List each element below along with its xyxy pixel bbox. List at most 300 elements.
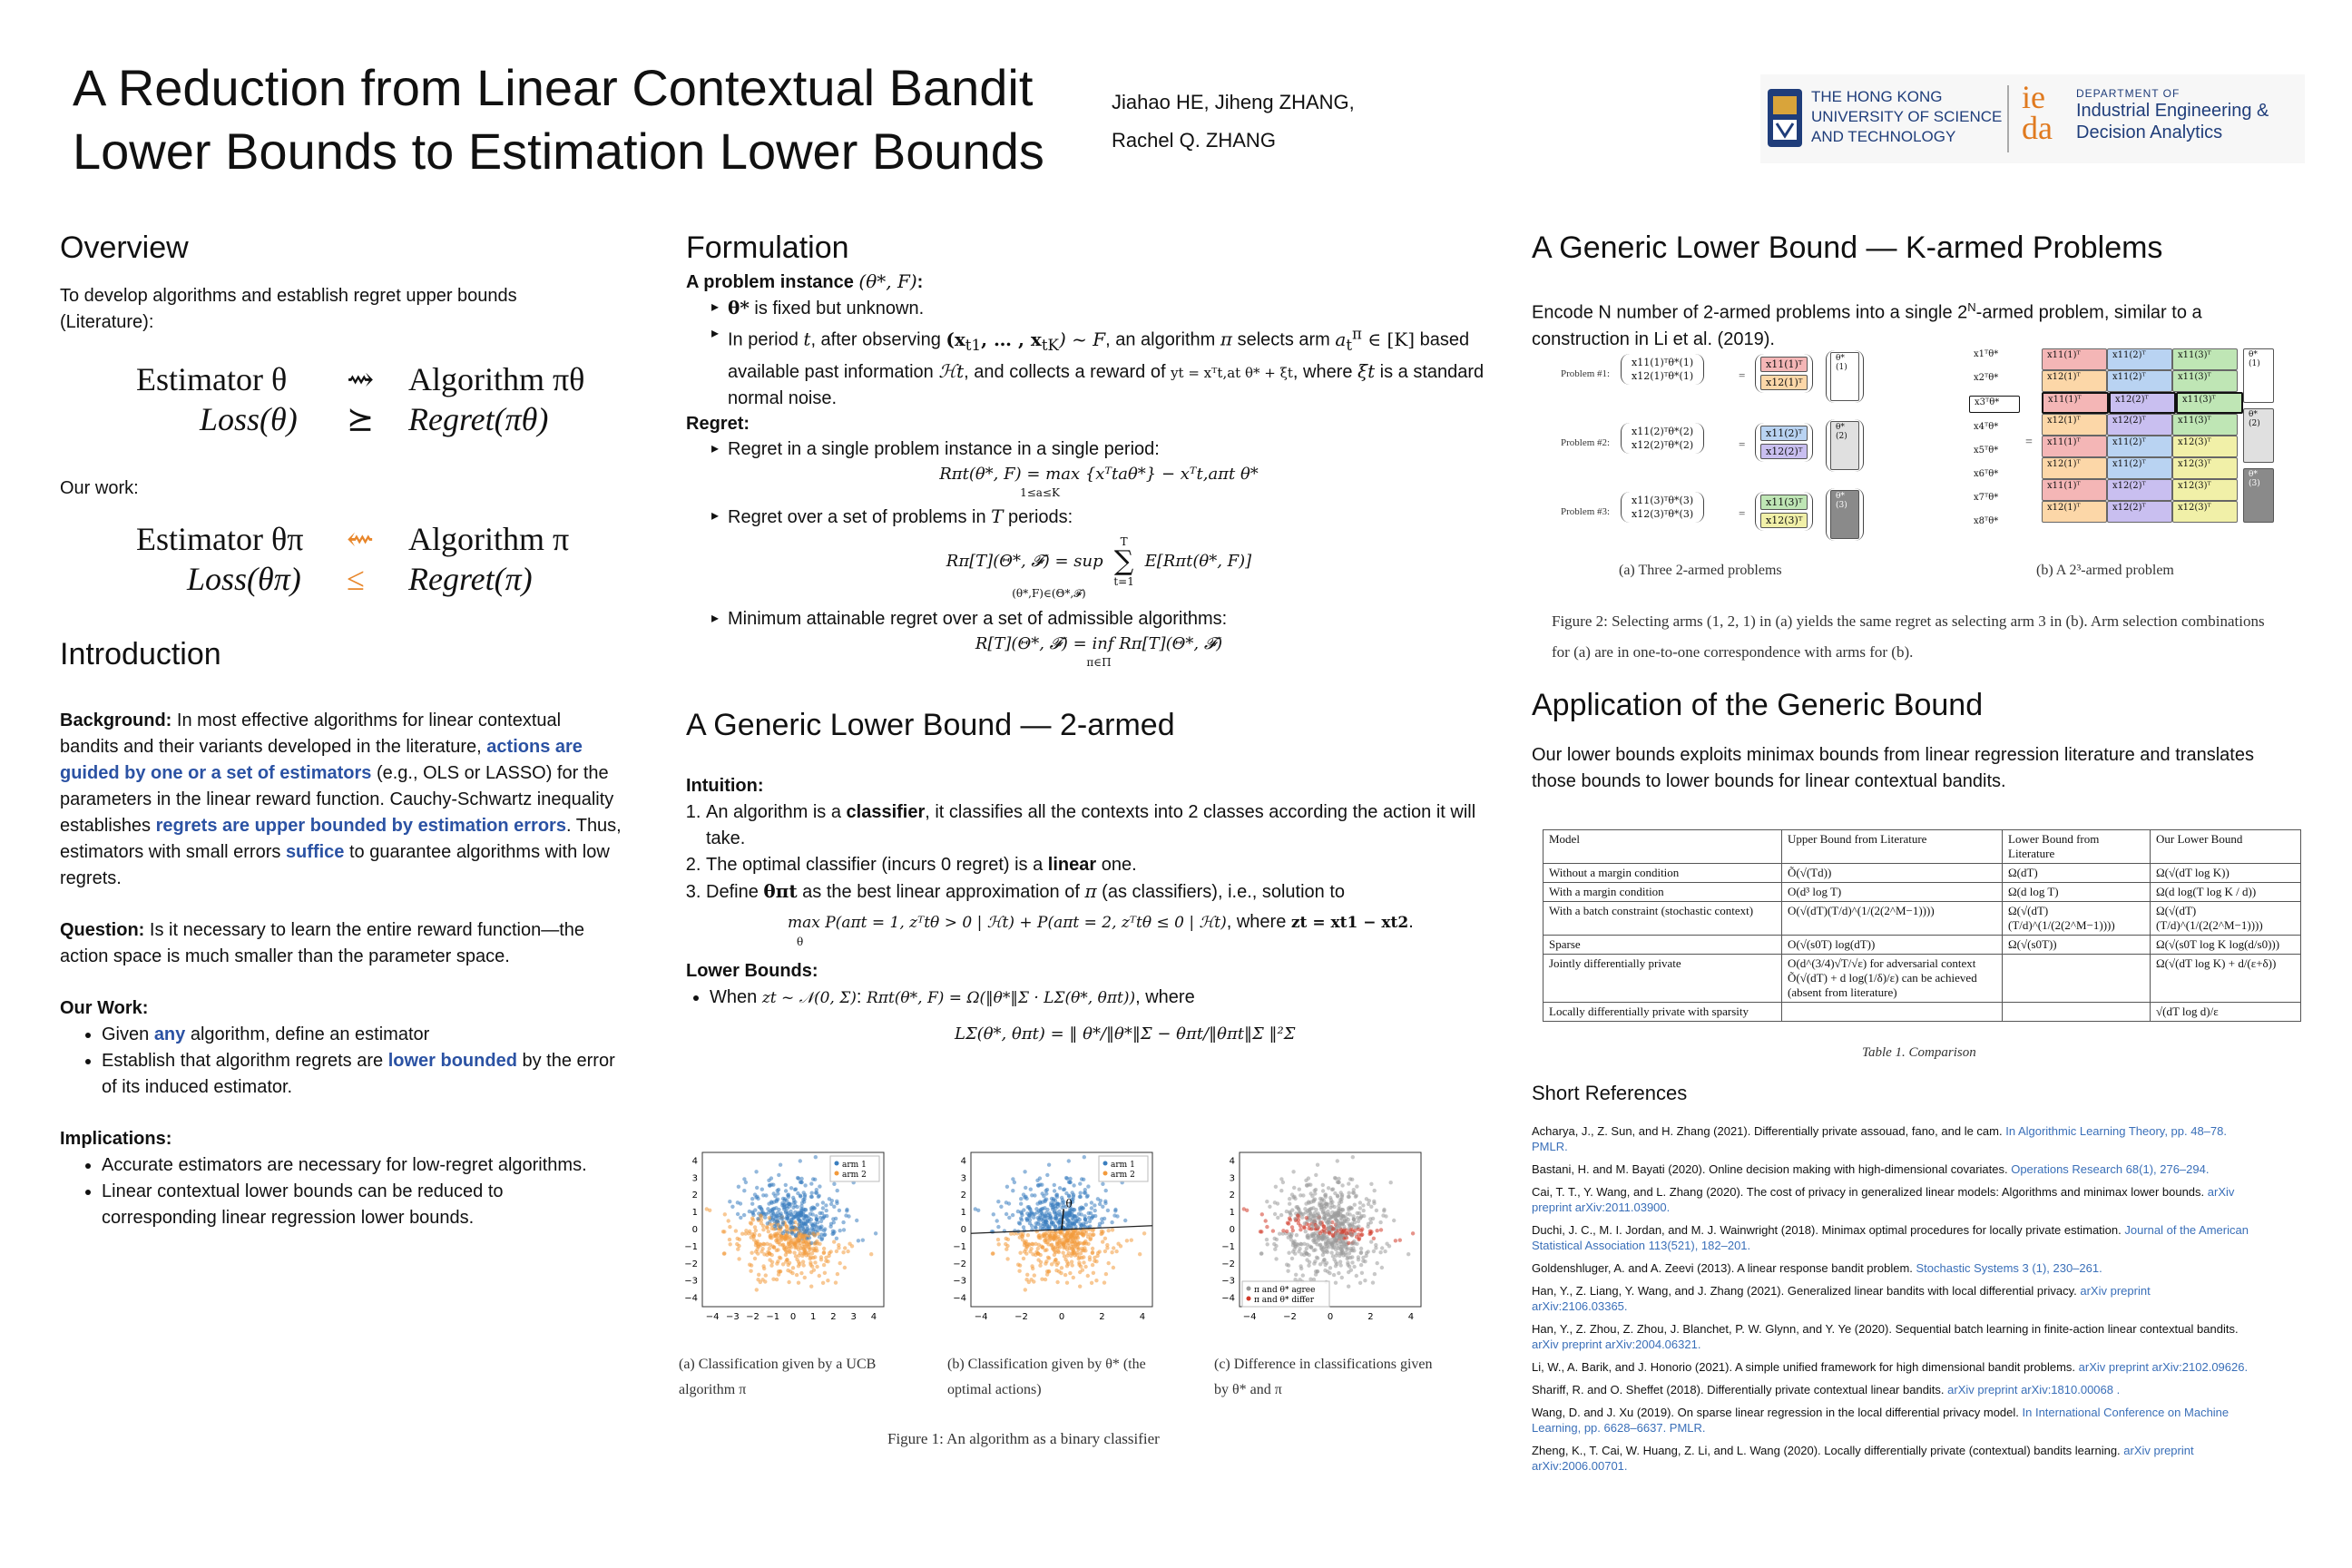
data-point (1305, 1216, 1308, 1220)
data-point (1296, 1213, 1299, 1217)
data-point (1348, 1226, 1351, 1230)
data-point (762, 1242, 766, 1246)
regret-min-equation: R[T](Θ*, 𝓕) = inf Rπ[T](Θ*, 𝓕) π∈Π (975, 633, 1223, 669)
data-point (813, 1260, 817, 1264)
data-point (1299, 1252, 1303, 1256)
data-point (841, 1220, 845, 1224)
data-point (775, 1198, 779, 1201)
data-point (1025, 1273, 1029, 1277)
title-line-2: Lower Bounds to Estimation Lower Bounds (73, 122, 1044, 180)
legend-marker (835, 1171, 839, 1176)
data-point (772, 1212, 776, 1216)
data-point (1316, 1163, 1319, 1167)
data-point (1093, 1209, 1097, 1212)
context-box: x11(3)ᵀ (2172, 348, 2238, 370)
data-point (1048, 1217, 1052, 1220)
data-point (775, 1278, 779, 1281)
data-point (1341, 1230, 1345, 1233)
y-tick-label: −4 (953, 1293, 966, 1304)
data-point (1308, 1244, 1311, 1248)
data-point (1053, 1189, 1056, 1192)
data-point (777, 1233, 780, 1237)
data-point (1298, 1228, 1302, 1231)
data-point (763, 1216, 767, 1220)
regret-set-equation: Rπ[T](Θ*, 𝓕) = sup T ∑ t=1 E[Rπt(θ*, F)] (θ*,F)∈(Θ*,𝓕) (946, 534, 1252, 600)
problem-instance-label: A problem instance (θ*, F): (686, 270, 924, 292)
data-point (778, 1256, 781, 1259)
lower-bounds-list (686, 985, 1512, 1047)
data-point (789, 1212, 793, 1216)
data-point (799, 1181, 802, 1184)
data-point (1279, 1177, 1283, 1181)
data-point (1314, 1188, 1318, 1191)
figure-1-caption: Figure 1: An algorithm as a binary classifier (887, 1430, 1160, 1447)
data-point (1078, 1181, 1082, 1185)
data-point (750, 1197, 754, 1200)
data-point (1038, 1264, 1042, 1268)
data-point (1367, 1250, 1370, 1253)
data-point (1075, 1245, 1079, 1249)
data-point (1322, 1224, 1326, 1228)
data-point (1011, 1213, 1014, 1217)
question-paragraph: Question: Is it necessary to learn the entire reward function—the action space is much smaller than the parameter space. (60, 920, 585, 966)
data-point (1029, 1247, 1033, 1250)
table-cell: Without a margin condition (1544, 864, 1782, 883)
data-point (804, 1230, 808, 1233)
x-tick-label: −4 (705, 1312, 720, 1322)
our-work-list (60, 1022, 622, 1101)
data-point (750, 1202, 754, 1206)
theta-column (2243, 348, 2287, 548)
data-point (1054, 1250, 1057, 1254)
data-point (749, 1269, 752, 1273)
data-point (1112, 1246, 1115, 1250)
reference-link[interactable]: Stochastic Systems 3 (1), 230–261. (1916, 1261, 2102, 1275)
list-item: 2. The optimal classifier (incurs 0 regret) is a linear one. (706, 852, 1512, 878)
data-point (1340, 1183, 1344, 1187)
regret-label: Regret: (686, 413, 750, 434)
y-tick-label: −2 (684, 1259, 698, 1269)
legend-label: arm 1 (1111, 1161, 1135, 1170)
list-item: • Given any algorithm, define an estimator (102, 1022, 622, 1048)
data-point (1029, 1188, 1033, 1191)
data-point (815, 1218, 818, 1221)
y-tick-label: 0 (691, 1225, 698, 1235)
x-tick-label: 2 (830, 1312, 837, 1322)
data-point (813, 1178, 817, 1181)
data-point (750, 1221, 753, 1225)
data-point (777, 1188, 780, 1191)
data-point (996, 1200, 1000, 1203)
data-point (1058, 1224, 1062, 1228)
x-tick-label: 1 (810, 1312, 817, 1322)
background-paragraph: Background: In most effective algorithms for linear contextual bandits and their variants developed in the literature, actions are guided by one or a set of estimators (e.g., OLS or LASSO) for the parameters in the linear reward function. Cauchy-Schwartz inequality establishes regrets are upper bounded by estimation errors. Thus, estimators with small errors suffice to guarantee algorithms with low regrets. (60, 710, 622, 888)
data-point (1359, 1247, 1363, 1250)
data-point (1352, 1218, 1356, 1221)
data-point (809, 1195, 813, 1199)
poster-title (73, 56, 1116, 183)
intuition-list (686, 799, 1512, 947)
data-point (1041, 1212, 1044, 1216)
authors-line-1: Jiahao HE, Jiheng ZHANG, (1112, 91, 1355, 113)
data-point (761, 1264, 765, 1268)
data-point (1360, 1271, 1364, 1275)
data-point (1380, 1266, 1384, 1269)
data-point (1344, 1245, 1348, 1249)
data-point (794, 1234, 798, 1238)
data-point (809, 1256, 813, 1259)
reference-link[interactable]: arXiv preprint arXiv:2106.03365. (1532, 1284, 2151, 1313)
data-point (1348, 1191, 1351, 1195)
data-point (814, 1191, 818, 1194)
data-point (801, 1251, 805, 1255)
data-point (1059, 1271, 1063, 1275)
data-point (1072, 1218, 1075, 1221)
problem-row: Problem #1: x11(1)ᵀθ*(1) x12(1)ᵀθ*(1) = x11(1)ᵀ x12(1)ᵀ θ*(1) (1561, 348, 1906, 417)
data-point (1039, 1244, 1043, 1248)
data-point (1060, 1196, 1063, 1200)
x-tick-label: 0 (789, 1312, 797, 1322)
problem-label: Problem #3: (1561, 506, 1611, 517)
data-point (1383, 1250, 1387, 1253)
data-point (1351, 1155, 1355, 1159)
data-point (1024, 1240, 1028, 1243)
data-point (1301, 1273, 1305, 1277)
data-point (1307, 1264, 1310, 1268)
y-tick-label: −3 (1221, 1276, 1235, 1287)
data-point (1114, 1250, 1118, 1253)
context-box: x11(3)ᵀ (2176, 392, 2243, 414)
data-point (829, 1202, 833, 1206)
context-box: x11(2)ᵀ (2107, 457, 2172, 479)
data-point (1019, 1232, 1023, 1236)
data-point (807, 1220, 810, 1223)
data-point (1376, 1229, 1379, 1232)
reference-link[interactable]: arXiv preprint arXiv:1810.00068 . (1947, 1383, 2121, 1396)
data-point (728, 1238, 731, 1241)
data-point (1320, 1199, 1324, 1202)
data-point (815, 1265, 818, 1269)
y-tick-label: 2 (960, 1191, 966, 1201)
data-point (775, 1261, 779, 1265)
data-point (1344, 1220, 1348, 1223)
data-point (1035, 1179, 1039, 1182)
context-box: x12(2)ᵀ (1760, 444, 1808, 459)
data-point (1336, 1251, 1339, 1255)
y-tick-label: 2 (1229, 1191, 1235, 1201)
data-point (765, 1225, 769, 1229)
data-point (1112, 1213, 1116, 1217)
data-point (1070, 1251, 1073, 1255)
data-point (1346, 1263, 1349, 1267)
arm-entry: x2ᵀθ* (1974, 373, 1999, 383)
data-point (1044, 1248, 1048, 1251)
reference-link[interactable]: In International Conference on Machine Learning, pp. 6628–6637. PMLR. (1532, 1406, 2230, 1435)
reference-link[interactable]: arXiv preprint arXiv:2102.09626. (2078, 1360, 2249, 1374)
data-point (736, 1200, 740, 1204)
reference-link[interactable]: Journal of the American Statistical Association 113(521), 182–201. (1532, 1223, 2249, 1252)
data-point (1373, 1272, 1377, 1276)
arm-row (2042, 370, 2278, 392)
data-point (756, 1217, 760, 1220)
loss-equation: LΣ(θ*, θπt) = ‖ θ*/‖θ*‖Σ − θπt/‖θπt‖Σ ‖²Σ (955, 1024, 1296, 1044)
x-tick-label: −2 (1014, 1312, 1028, 1322)
data-point (1034, 1225, 1037, 1229)
data-point (1061, 1250, 1064, 1254)
data-point (1103, 1201, 1107, 1205)
y-tick-label: −1 (684, 1241, 698, 1252)
data-point (1041, 1207, 1044, 1210)
data-point (759, 1280, 762, 1284)
data-point (1101, 1220, 1104, 1224)
legend-marker (835, 1161, 839, 1166)
data-point (1305, 1184, 1308, 1188)
data-point (826, 1279, 829, 1282)
context-box: x11(1)ᵀ (2042, 479, 2107, 501)
data-point (1316, 1225, 1319, 1229)
x-tick-label: −3 (725, 1312, 740, 1322)
x-tick-label: 0 (1327, 1312, 1334, 1322)
data-point (764, 1273, 768, 1277)
overview-diagram-literature: Estimator θ ⇝ Algorithm πθ Loss(θ) ⪰ Regret(πθ) (136, 361, 585, 437)
reference-item: Li, W., A. Barik, and J. Honorio (2021). A simple unified framework for high dimensional bandit problems. arXiv preprint arXiv:2102.09626. (1532, 1360, 2249, 1374)
data-point (1055, 1247, 1059, 1250)
list-item: • Establish that algorithm regrets are lower bounded by the error of its induced estimator. (102, 1048, 622, 1101)
data-point (1299, 1242, 1303, 1246)
data-point (1093, 1256, 1096, 1259)
data-point (1130, 1239, 1133, 1242)
data-point (1090, 1281, 1093, 1285)
generic-karmed-heading: A Generic Lower Bound — K-armed Problems (1532, 230, 2163, 265)
data-point (821, 1281, 825, 1285)
data-point (844, 1213, 848, 1217)
data-point (1375, 1209, 1378, 1212)
theta-box: θ*(1) (1830, 352, 1859, 401)
arm-row (2042, 501, 2278, 523)
data-point (826, 1259, 829, 1263)
data-point (781, 1231, 785, 1235)
data-point (1357, 1255, 1360, 1259)
reference-link[interactable]: Operations Research 68(1), 276–294. (2011, 1162, 2210, 1176)
data-point (1340, 1234, 1344, 1238)
data-point (1291, 1229, 1295, 1232)
reference-link[interactable]: arXiv preprint arXiv:2006.00701. (1532, 1444, 2194, 1473)
data-point (1045, 1188, 1049, 1191)
data-point (1042, 1194, 1045, 1198)
data-point (755, 1288, 759, 1291)
data-point (750, 1232, 754, 1236)
table-cell: With a batch constraint (stochastic context) (1544, 902, 1782, 936)
arm-row (2042, 392, 2278, 414)
data-point (1090, 1217, 1093, 1220)
data-point (997, 1242, 1001, 1246)
fig1a-caption: (a) Classification given by a UCB algorithm π (679, 1357, 877, 1397)
data-point (756, 1197, 760, 1200)
data-point (1322, 1228, 1326, 1231)
data-point (855, 1219, 858, 1222)
data-point (1359, 1250, 1363, 1254)
data-point (742, 1189, 746, 1192)
overview-diagram-ours: Estimator θπ ⇜ Algorithm π Loss(θπ) ≤ Regret(π) (136, 521, 570, 597)
data-point (1336, 1159, 1339, 1162)
data-point (1111, 1228, 1114, 1231)
data-point (739, 1216, 742, 1220)
data-point (1265, 1238, 1269, 1241)
data-point (794, 1227, 798, 1230)
reference-link[interactable]: arXiv preprint arXiv:2011.03900. (1532, 1185, 2235, 1214)
data-point (1091, 1233, 1094, 1237)
data-point (1321, 1189, 1325, 1192)
data-point (995, 1219, 999, 1222)
data-point (1328, 1196, 1332, 1200)
implications-heading: Implications: (60, 1129, 172, 1149)
data-point (1359, 1263, 1363, 1267)
data-point (766, 1221, 769, 1225)
data-point (1050, 1243, 1054, 1247)
data-point (1352, 1265, 1356, 1269)
context-box: x11(2)ᵀ (2107, 348, 2172, 370)
data-point (1323, 1269, 1327, 1272)
data-point (843, 1266, 847, 1269)
data-point (1352, 1240, 1356, 1243)
table-cell: With a margin condition (1544, 883, 1782, 902)
data-point (1323, 1193, 1327, 1197)
data-point (1022, 1208, 1025, 1211)
arm-entry: x3ᵀθ* (1969, 396, 2020, 413)
context-box: x12(1)ᵀ (2042, 370, 2107, 392)
data-point (1338, 1251, 1342, 1255)
data-point (794, 1254, 798, 1258)
overview-intro: To develop algorithms and establish regret upper bounds (Literature): (60, 286, 517, 332)
data-point (768, 1216, 771, 1220)
data-point (1053, 1183, 1056, 1187)
data-point (811, 1231, 815, 1235)
data-point (1031, 1242, 1034, 1246)
data-point (1313, 1248, 1317, 1251)
data-point (1090, 1206, 1093, 1210)
scatter-plot-a (684, 1152, 884, 1322)
table-cell: O(d^(3/4)√T/√ε) for adversarial context Õ(√(dT) + d log(1/δ)/ε) can be achieved (absent from literature) (1782, 955, 2003, 1003)
data-point (1019, 1217, 1023, 1220)
table-cell: Sparse (1544, 936, 1782, 955)
data-point (1086, 1184, 1090, 1188)
data-point (1037, 1233, 1041, 1237)
data-point (1027, 1280, 1031, 1284)
data-point (1340, 1218, 1344, 1221)
data-point (810, 1226, 814, 1230)
data-point (754, 1229, 758, 1232)
data-point (1110, 1250, 1113, 1254)
data-point (1334, 1248, 1338, 1251)
data-point (1286, 1269, 1289, 1273)
reference-link[interactable]: arXiv preprint arXiv:2004.06321. (1532, 1338, 1701, 1351)
data-point (1273, 1200, 1277, 1204)
data-point (794, 1187, 798, 1191)
data-point (836, 1272, 839, 1276)
data-point (1314, 1272, 1318, 1276)
data-point (1264, 1219, 1268, 1222)
data-point (1348, 1231, 1352, 1235)
data-point (737, 1257, 740, 1260)
data-point (992, 1212, 995, 1216)
data-point (783, 1206, 787, 1210)
data-point (1018, 1251, 1022, 1255)
data-point (1392, 1219, 1396, 1222)
data-point (818, 1184, 821, 1188)
data-point (1306, 1233, 1309, 1237)
application-text: Our lower bounds exploits minimax bounds from linear regression literature and translates those bounds to lower bounds for linear contextual bandits. (1532, 745, 2254, 791)
data-point (1361, 1256, 1365, 1259)
data-point (1380, 1246, 1384, 1250)
data-point (767, 1179, 770, 1182)
data-point (759, 1213, 762, 1217)
data-point (1288, 1217, 1291, 1220)
data-point (1004, 1237, 1008, 1240)
data-point (1325, 1242, 1328, 1246)
data-point (841, 1250, 845, 1254)
theta-box: θ*(3) (2243, 468, 2274, 523)
data-point (801, 1198, 805, 1201)
data-point (1038, 1201, 1042, 1205)
data-point (1330, 1200, 1334, 1204)
data-point (777, 1272, 780, 1276)
data-point (1307, 1201, 1310, 1205)
data-point (736, 1212, 740, 1216)
data-point (1379, 1228, 1383, 1231)
data-point (810, 1191, 814, 1195)
context-box: x12(2)ᵀ (2109, 392, 2176, 414)
context-box: x11(1)ᵀ (2042, 436, 2107, 457)
data-point (1082, 1260, 1085, 1264)
data-point (1346, 1212, 1349, 1216)
x-tick-label: 3 (850, 1312, 857, 1322)
table-cell: Ω(√(dT log K) + d/(ε+δ)) (2151, 955, 2301, 1003)
data-point (781, 1243, 785, 1247)
reference-link[interactable]: In Algorithmic Learning Theory, pp. 48–78. PMLR. (1532, 1124, 2227, 1153)
data-point (817, 1195, 820, 1199)
data-point (1328, 1230, 1331, 1234)
data-point (1106, 1209, 1110, 1212)
data-point (1086, 1274, 1090, 1278)
data-point (1273, 1237, 1277, 1240)
reference-item: Cai, T. T., Y. Wang, and L. Zhang (2020). The cost of privacy in generalized linear models: Algorithms and minimax lower bounds. arXiv preprint arXiv:2011.03900. (1532, 1185, 2235, 1214)
data-point (1110, 1220, 1113, 1224)
theta-box: θ*(2) (2243, 408, 2274, 463)
data-point (737, 1185, 740, 1189)
data-point (1325, 1205, 1328, 1209)
data-point (1371, 1280, 1375, 1284)
data-point (1341, 1222, 1345, 1226)
data-point (1332, 1273, 1336, 1277)
data-point (1288, 1197, 1291, 1200)
data-point (1036, 1247, 1040, 1250)
list-item: 3. Define θπt as the best linear approximation of π (as classifiers), i.e., solution to max P(aπt = 1, zᵀtθ > 0 | ℋt) + P(aπt = 2, zᵀtθ ≤ 0 | ℋt), where zt = xt1 − xt2. θ (706, 878, 1512, 947)
data-point (830, 1232, 834, 1236)
list-item: • Accurate estimators are necessary for low-regret algorithms. (102, 1152, 622, 1179)
data-point (1065, 1281, 1069, 1285)
data-point (1367, 1202, 1370, 1206)
data-point (748, 1263, 751, 1267)
title-line-1: A Reduction from Linear Contextual Bandit (73, 59, 1034, 116)
comparison-table (1543, 829, 2301, 1022)
data-point (1104, 1272, 1108, 1276)
data-point (1347, 1256, 1350, 1259)
data-point (767, 1230, 770, 1233)
table-cell: Ω(√(s0T)) (2003, 936, 2151, 955)
data-point (784, 1189, 788, 1192)
data-point (1322, 1250, 1326, 1254)
data-point (1382, 1208, 1386, 1211)
